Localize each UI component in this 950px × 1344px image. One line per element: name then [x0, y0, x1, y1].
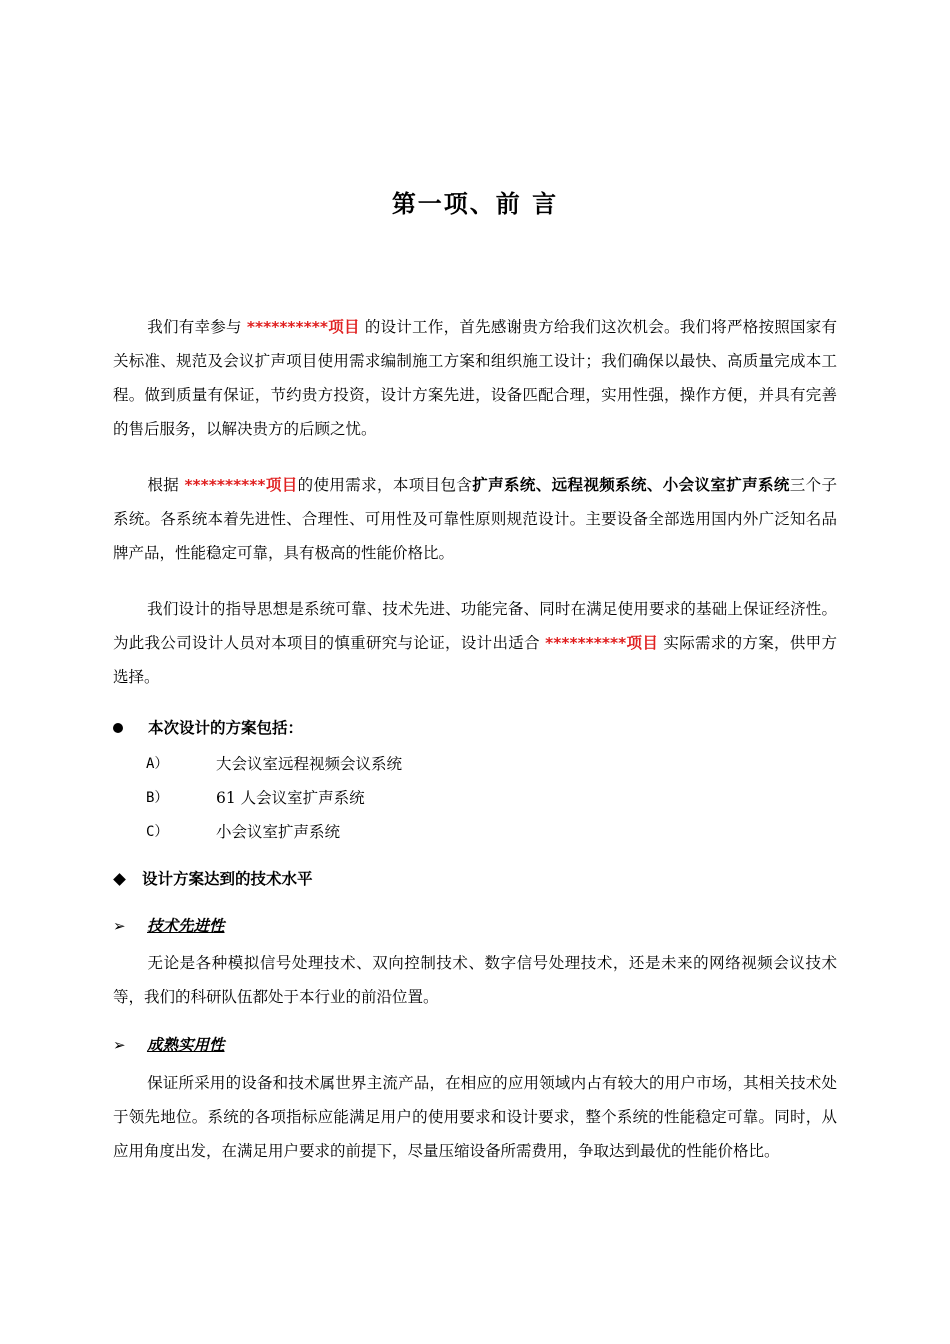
option-item [146, 820, 340, 844]
req-text-1: 根据 [147, 476, 185, 494]
tech-heading-text: 设计方案达到的技术水平 [142, 870, 313, 888]
guide-text-2: 实际需求的方案，供甲方选择。 [113, 634, 837, 686]
option-key: C） [146, 824, 169, 840]
page-title: 第一项、前 言 [391, 190, 559, 218]
guide-text-1: 我们设计的指导思想是系统可靠、技术先进、功能完备、同时在满足使用要求的基础上保证经济性。为此我公司设计人员对本项目的慎重研究与论证，设计出适合 [113, 600, 837, 652]
section-body-text: 保证所采用的设备和技术属世界主流产品，在相应的应用领域内占有较大的用户市场，其相关技术处于领先地位。系统的各项指标应能满足用户的使用要求和设计要求，整个系统的性能稳定可靠。同时，从应用角度出发，在满足用户要求的前提下，尽量压缩设备所需费用，争取达到最优的性能价格比。 [113, 1074, 837, 1160]
section-body-text: 无论是各种模拟信号处理技术、双向控制技术、数字信号处理技术，还是未来的网络视频会议技术等，我们的科研队伍都处于本行业的前沿位置。 [113, 954, 837, 1006]
project-name: **********项目 [184, 476, 298, 494]
section-body-practical [113, 1066, 837, 1168]
section-heading-advanced [113, 914, 225, 938]
option-item [146, 786, 365, 810]
guideline-paragraph [113, 592, 837, 694]
project-name: **********项目 [545, 634, 659, 652]
intro-text-2: 的设计工作，首先感谢贵方给我们这次机会。我们将严格按照国家有关标准、规范及会议扩声项目使用需求编制施工方案和组织施工设计；我们确保以最快、高质量完成本工程。做到质量有保证，节约贵方投资，设计方案先进，设备匹配合理，实用性强，操作方便，并具有完善的售后服务，以解决贵方的后顾之忧。 [113, 318, 837, 438]
option-label: 小会议室扩声系统 [216, 823, 341, 841]
req-text-2: 的使用需求，本项目包含 [297, 476, 473, 494]
tech-heading [113, 867, 313, 891]
section-heading-text: 技术先进性 [147, 917, 225, 935]
scheme-heading [113, 716, 303, 740]
systems-list: 扩声系统、远程视频系统、小会议室扩声系统 [472, 476, 790, 494]
section-heading-practical [113, 1033, 225, 1057]
intro-text-1: 我们有幸参与 [147, 318, 247, 336]
section-body-advanced [113, 946, 837, 1014]
project-name: **********项目 [246, 318, 360, 336]
diamond-bullet-icon [113, 873, 126, 886]
option-item [146, 752, 402, 776]
option-label: 大会议室远程视频会议系统 [216, 755, 403, 773]
option-label: 61 人会议室扩声系统 [216, 789, 365, 807]
requirements-paragraph [113, 468, 837, 570]
section-heading-text: 成熟实用性 [147, 1036, 225, 1054]
arrow-bullet-icon: ➢ [113, 917, 126, 935]
req-text-3: 三个子系统。各系统本着先进性、合理性、可用性及可靠性原则规范设计。主要设备全部选用国内外广泛知名品牌产品，性能稳定可靠，具有极高的性能价格比。 [113, 476, 837, 562]
option-key: A） [146, 756, 169, 772]
bullet-icon [113, 723, 123, 733]
scheme-heading-text: 本次设计的方案包括： [148, 719, 304, 737]
intro-paragraph [113, 310, 837, 446]
option-key: B） [146, 790, 169, 806]
arrow-bullet-icon: ➢ [113, 1036, 126, 1054]
